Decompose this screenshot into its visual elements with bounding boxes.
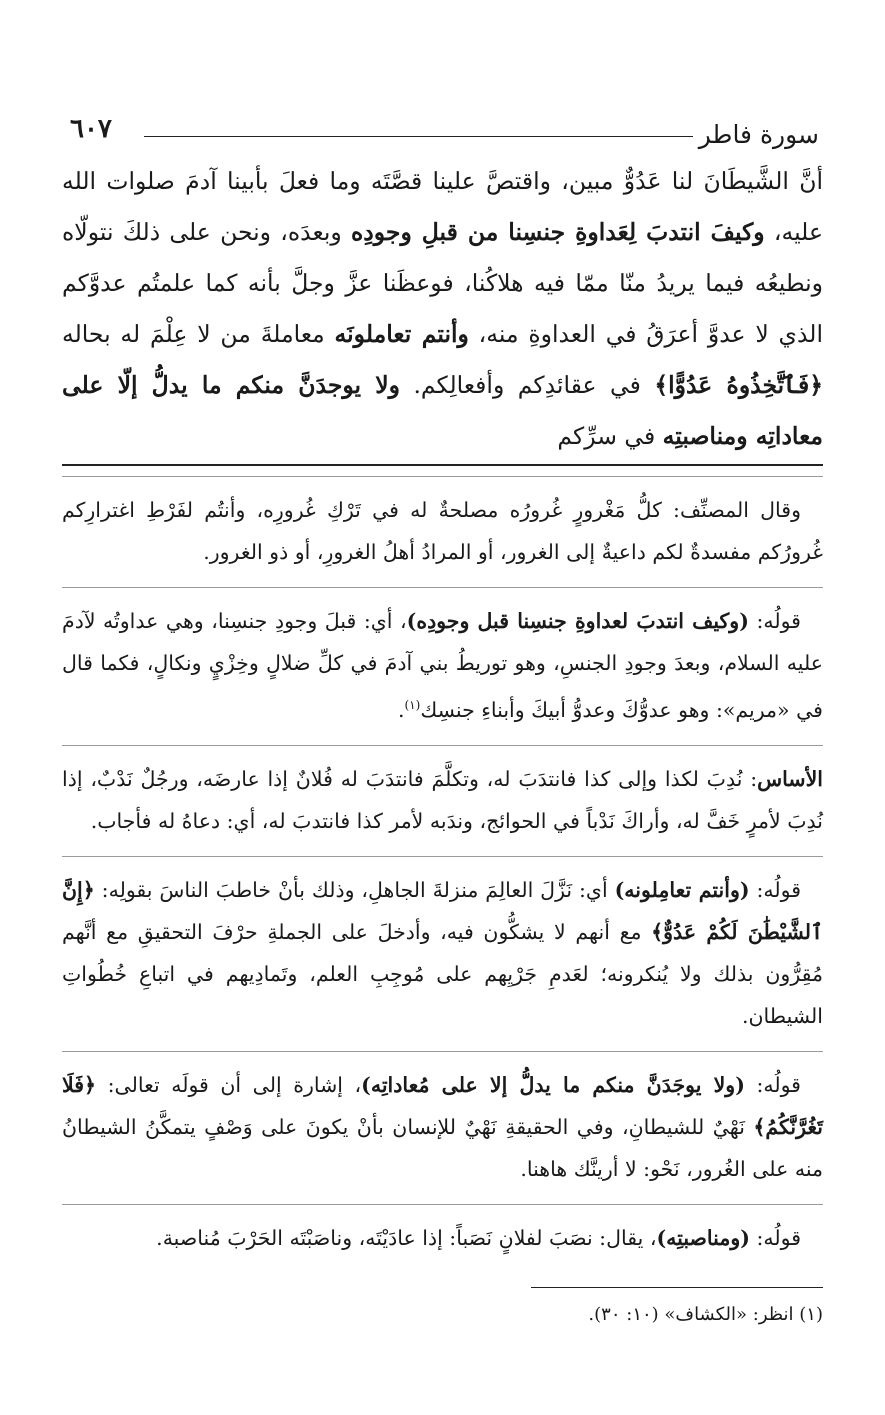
header-rule	[144, 136, 693, 137]
main-text-divider	[62, 464, 823, 466]
commentary-lead: قولُه:	[748, 609, 801, 633]
commentary-paragraph-4	[62, 869, 823, 1047]
commentary-paragraph-3	[62, 758, 823, 852]
commentary-paragraph-6	[62, 1217, 823, 1269]
main-line-5-end: في سرِّكم	[557, 422, 663, 450]
commentary-quoted-phrase: (وكيف انتدبَ لعداوةِ جنسِنا قبل وجودِه)	[406, 609, 749, 633]
footnote-text: (١) انظر: «الكشاف» (١٠: ٣٠).	[588, 1303, 823, 1325]
section-separator	[62, 1051, 823, 1052]
commentary-text: ، إشارة إلى أن قولَه تعالى:	[96, 1072, 362, 1097]
commentary-lead: قولُه:	[749, 877, 801, 902]
page-number: ٦٠٧	[70, 114, 112, 144]
surah-title: سورة فاطر	[698, 120, 819, 149]
quran-quote-1: ﴿فَٱتَّخِذُوهُ عَدُوًّا﴾	[654, 371, 823, 399]
commentary-quoted-phrase: (ومناصبتِه)	[656, 1225, 750, 1250]
main-line-4-mid: معاملةَ من لا عِلْمَ له بحاله	[62, 320, 335, 348]
commentary-text: نَهْيٌ للشيطانِ، وفي الحقيقةِ نَهْيٌ للإنسان بأنْ يكونَ على وَصْفٍ يتمكَّنُ الشيطانُ منه على الغُرور، نَحْو: لا أرينَّك هاهنا.	[62, 1114, 823, 1181]
commentary	[62, 476, 823, 1269]
footnote	[62, 1298, 823, 1332]
commentary-lead: قولُه:	[744, 1072, 801, 1097]
section-separator	[62, 1204, 823, 1205]
commentary-paragraph-5	[62, 1064, 823, 1200]
main-line-4-end: في	[610, 371, 655, 399]
commentary-text-end: .	[397, 697, 405, 722]
commentary-quoted-phrase: (وأنتم تعامِلونه)	[614, 877, 750, 902]
page-header	[62, 112, 823, 156]
main-bold-phrase-3: ولا يوجدَنَّ منكم ما يدلُّ إلّا على معاداتِه ومناصبتِه	[62, 371, 823, 450]
commentary-quoted-phrase: (ولا يوجَدَنَّ منكم ما يدلُّ إلا على مُعاداتِه)	[361, 1072, 745, 1097]
section-separator	[62, 745, 823, 746]
section-separator	[62, 856, 823, 857]
main-line-2-rest: وبعدَه، ونحن على ذلكَ نتولّاه ونطيعُه	[62, 218, 823, 297]
footnote-divider	[531, 1287, 823, 1288]
commentary-lead: قولُه:	[749, 1225, 801, 1250]
source-name: الأساس	[757, 766, 823, 791]
commentary-paragraph-1	[62, 489, 823, 583]
commentary-text: ، أي: قبلَ وجودِ جنسِنا، وهي عداوتُه لآدمَ عليه السلام، وبعدَ وجودِ الجنسِ، وهو توريطُ بني آدمَ في كلِّ ضلالٍ وخِزْيٍ ونكالٍ، فكما قال في «مريم»: وهو عدوُّكَ وعدوُّ أبيكَ وأبناءِ جنسِك	[62, 609, 823, 722]
section-separator	[62, 587, 823, 588]
main-line-5-start: عقائدِكم وأفعالِكم.	[399, 371, 597, 399]
main-text	[62, 156, 823, 462]
main-line-3: فيما يريدُ منّا ممّا فيه هلاكُنا، فوعظَنا عزَّ وجلَّ بأنه كما علمتُم عدوَّكم الذي لا عدوَّ	[62, 269, 823, 348]
commentary-text: وقال المصنِّف: كلُّ مَغْرورٍ غُرورُه مصلحةٌ له في تَرْكِ غُرورِه، وأنتُم لفَرْطِ اغترارِكم غُرورُكم مفسدةٌ لكم داعيةٌ إلى الغرور، أو المرادُ أهلُ الغرورِ، أو ذو الغرور.	[62, 498, 823, 564]
commentary-text: : نُدِبَ لكذا وإلى كذا فانتدَبَ له، وتكلَّمَ فانتدَبَ له فُلانٌ إذا عارضَه، ورجُلٌ نَدْبٌ، إذا نُدِبَ لأمرٍ خَفَّ له، وأراكَ نَدْباً في الحوائج، وندَبه لأمر كذا فانتدبَ له، أي: دعاهُ له فأجاب.	[62, 766, 823, 833]
main-line-1: أنَّ الشَّيطَانَ لنا عَدُوٌّ مبين، واقتصَّ علينا قصَّتَه وما فعلَ بأبينا آدمَ صلوات الله عليه،	[62, 167, 823, 246]
section-separator	[62, 476, 823, 477]
commentary-paragraph-2	[62, 600, 823, 741]
commentary-text: مع أنهم لا يشكُّون فيه، وأدخلَ على الجملةِ حرْفَ التحقيقِ مع أنَّهم مُقِرُّون بذلك ولا يُنكرونه؛ لعَدمِ جَرْيِهم على مُوجِبِ العلم، وتَمادِيهم في اتباعِ خُطُواتِ الشيطان.	[62, 919, 823, 1028]
footnote-marker: (١)	[404, 698, 421, 712]
commentary-text: ، يقال: نصَبَ لفلانٍ نَصَباً: إذا عادَيْتَه، وناصَبْتَه الحَرْبَ مُناصبة.	[156, 1225, 657, 1250]
main-line-4-start: أعرَقُ في العداوةِ منه،	[468, 320, 699, 348]
main-bold-phrase-2: وأنتم تعاملونَه	[334, 320, 469, 348]
quran-quote: ﴿فَلَا تَغُرَّنَّكُمُ﴾	[62, 1072, 823, 1139]
quran-quote: ﴿إِنَّ ٱلشَّيْطَٰنَ لَكُمْ عَدُوٌّ﴾	[62, 877, 823, 944]
commentary-text: أي: نَزَّلَ العالِمَ منزلةَ الجاهلِ، وذلك بأنْ خاطبَ الناسَ بقولِه:	[94, 877, 615, 902]
main-bold-phrase-1: وكيفَ انتدبَ لِعَداوةِ جنسِنا من قبلِ وجودِه	[351, 218, 765, 246]
